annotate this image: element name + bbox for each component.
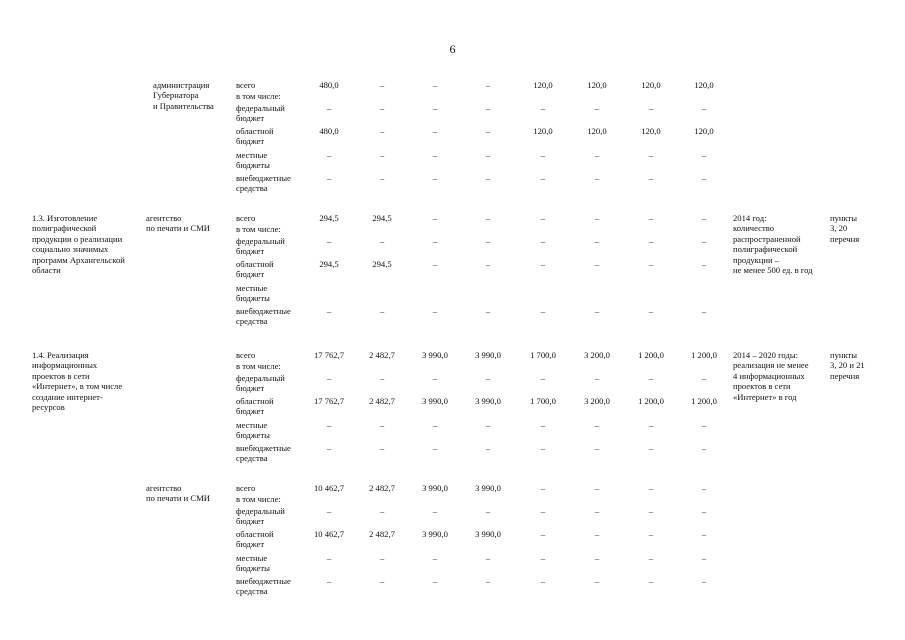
- value-extra-cell: –: [379, 443, 385, 453]
- expected-result: продукции –: [733, 254, 780, 265]
- value-local-cell: –: [326, 420, 332, 430]
- value-federal-cell: –: [648, 506, 654, 516]
- source-extrabudget-label: средства: [236, 453, 268, 464]
- value-federal-cell: –: [485, 506, 491, 516]
- value-extra-cell: –: [379, 306, 385, 316]
- value-federal-cell: –: [432, 373, 438, 383]
- value-federal-cell: –: [701, 506, 707, 516]
- value-total-cell: 1 200,0: [638, 350, 664, 360]
- value-total-cell: 120,0: [587, 80, 607, 90]
- source-extrabudget-label: внебюджетные: [236, 576, 291, 586]
- value-total-cell: 3 200,0: [584, 350, 610, 360]
- value-total-cell: –: [379, 80, 385, 90]
- value-regional-cell: –: [540, 259, 546, 269]
- value-extra-cell: –: [540, 576, 546, 586]
- value-total-cell: 3 990,0: [475, 350, 501, 360]
- value-local-cell: –: [432, 553, 438, 563]
- value-federal-cell: –: [485, 103, 491, 113]
- value-total-cell: –: [594, 483, 600, 493]
- activity-name: программ Архангельской: [32, 254, 125, 265]
- value-total-cell: 120,0: [641, 80, 661, 90]
- activity-name: создание интернет-: [32, 391, 103, 402]
- value-regional-cell: 1 200,0: [691, 396, 717, 406]
- value-extra-cell: –: [432, 306, 438, 316]
- value-regional-cell: 120,0: [641, 126, 661, 136]
- expected-result: 4 информационных: [733, 370, 805, 381]
- value-extra-cell: –: [432, 173, 438, 183]
- value-regional-cell: –: [701, 259, 707, 269]
- source-federal-label: бюджет: [236, 516, 265, 527]
- activity-name: ресурсов: [32, 402, 65, 412]
- value-local-cell: –: [432, 150, 438, 160]
- value-total-cell: –: [432, 213, 438, 223]
- value-total-cell: –: [701, 483, 707, 493]
- value-local-cell: –: [540, 420, 546, 430]
- source-including-label: в том числе:: [236, 224, 281, 234]
- reference-note: перечня: [830, 370, 860, 381]
- source-extrabudget-label: средства: [236, 183, 268, 194]
- source-local-label: бюджеты: [236, 563, 270, 574]
- value-local-cell: –: [648, 420, 654, 430]
- source-local-label: бюджеты: [236, 293, 270, 304]
- value-federal-cell: –: [648, 103, 654, 113]
- source-total-label: всего: [236, 350, 256, 360]
- value-federal-cell: –: [540, 373, 546, 383]
- activity-name: «Интернет», в том числе: [32, 381, 123, 392]
- expected-result: не менее 500 ед. в год: [733, 265, 813, 275]
- value-total-cell: 294,5: [372, 213, 392, 223]
- value-extra-cell: –: [701, 443, 707, 453]
- source-extrabudget-label: внебюджетные: [236, 306, 291, 316]
- value-regional-cell: 3 990,0: [475, 529, 501, 539]
- source-regional-label: областной: [236, 396, 274, 406]
- value-total-cell: 120,0: [533, 80, 553, 90]
- source-including-label: в том числе:: [236, 91, 281, 101]
- value-regional-cell: 1 200,0: [638, 396, 664, 406]
- source-extrabudget-label: средства: [236, 316, 268, 327]
- value-regional-cell: 10 462,7: [313, 529, 345, 539]
- value-local-cell: –: [326, 553, 332, 563]
- value-regional-cell: –: [648, 259, 654, 269]
- value-total-cell: –: [648, 213, 654, 223]
- value-federal-cell: –: [326, 373, 332, 383]
- value-extra-cell: –: [594, 576, 600, 586]
- expected-result: реализация не менее: [733, 360, 809, 371]
- source-federal-label: бюджет: [236, 246, 265, 257]
- value-total-cell: 17 762,7: [313, 350, 345, 360]
- value-regional-cell: 1 700,0: [530, 396, 556, 406]
- value-federal-cell: –: [594, 236, 600, 246]
- executor-name: и Правительства: [153, 100, 214, 111]
- value-local-cell: –: [594, 553, 600, 563]
- expected-result: проектов в сети: [733, 381, 791, 392]
- activity-name: продукции о реализации: [32, 233, 123, 244]
- value-regional-cell: –: [540, 529, 546, 539]
- value-total-cell: 120,0: [694, 80, 714, 90]
- source-local-label: бюджеты: [236, 160, 270, 171]
- value-total-cell: 2 482,7: [369, 483, 395, 493]
- value-extra-cell: –: [648, 306, 654, 316]
- value-federal-cell: –: [594, 506, 600, 516]
- value-extra-cell: –: [379, 576, 385, 586]
- value-local-cell: –: [379, 420, 385, 430]
- source-regional-label: областной: [236, 259, 274, 269]
- value-federal-cell: –: [594, 373, 600, 383]
- value-regional-cell: 120,0: [694, 126, 714, 136]
- value-total-cell: –: [648, 483, 654, 493]
- value-federal-cell: –: [379, 103, 385, 113]
- executor-name: администрация: [153, 80, 210, 90]
- source-federal-label: бюджет: [236, 383, 265, 394]
- value-local-cell: –: [540, 553, 546, 563]
- activity-name: социально значимых: [32, 244, 109, 255]
- reference-note: 3, 20: [830, 223, 848, 234]
- value-total-cell: 294,5: [319, 213, 339, 223]
- expected-result: 2014 год:: [733, 213, 767, 223]
- value-regional-cell: 2 482,7: [369, 396, 395, 406]
- value-total-cell: 1 200,0: [691, 350, 717, 360]
- value-extra-cell: –: [485, 576, 491, 586]
- value-extra-cell: –: [326, 576, 332, 586]
- value-extra-cell: –: [648, 443, 654, 453]
- activity-name: информационных: [32, 360, 98, 371]
- value-extra-cell: –: [326, 443, 332, 453]
- value-federal-cell: –: [594, 103, 600, 113]
- source-total-label: всего: [236, 483, 256, 493]
- value-federal-cell: –: [540, 236, 546, 246]
- value-regional-cell: 3 990,0: [475, 396, 501, 406]
- activity-name: 1.3. Изготовление: [32, 213, 98, 223]
- value-regional-cell: 480,0: [319, 126, 339, 136]
- value-federal-cell: –: [326, 506, 332, 516]
- value-federal-cell: –: [432, 506, 438, 516]
- value-local-cell: –: [648, 150, 654, 160]
- executor-name: агентство: [146, 483, 182, 493]
- value-total-cell: 2 482,7: [369, 350, 395, 360]
- value-local-cell: –: [379, 150, 385, 160]
- value-regional-cell: 3 990,0: [422, 396, 448, 406]
- value-local-cell: –: [701, 420, 707, 430]
- page-number: 6: [449, 42, 456, 56]
- value-local-cell: –: [701, 150, 707, 160]
- source-local-label: бюджеты: [236, 430, 270, 441]
- value-extra-cell: –: [326, 173, 332, 183]
- value-federal-cell: –: [701, 373, 707, 383]
- value-total-cell: 3 990,0: [475, 483, 501, 493]
- value-extra-cell: –: [485, 173, 491, 183]
- expected-result: 2014 – 2020 годы:: [733, 350, 799, 360]
- value-extra-cell: –: [594, 306, 600, 316]
- value-extra-cell: –: [594, 173, 600, 183]
- value-local-cell: –: [701, 553, 707, 563]
- source-regional-label: областной: [236, 126, 274, 136]
- source-regional-label: бюджет: [236, 269, 265, 280]
- executor-name: по печати и СМИ: [146, 223, 210, 234]
- source-federal-label: федеральный: [236, 103, 285, 113]
- source-total-label: всего: [236, 80, 256, 90]
- value-total-cell: 480,0: [319, 80, 339, 90]
- source-federal-label: бюджет: [236, 113, 265, 124]
- value-regional-cell: –: [432, 126, 438, 136]
- value-extra-cell: –: [701, 173, 707, 183]
- reference-note: пункты: [830, 350, 858, 360]
- value-federal-cell: –: [379, 236, 385, 246]
- value-total-cell: –: [485, 213, 491, 223]
- value-local-cell: –: [594, 150, 600, 160]
- value-federal-cell: –: [540, 103, 546, 113]
- value-local-cell: –: [648, 553, 654, 563]
- value-extra-cell: –: [701, 306, 707, 316]
- value-regional-cell: –: [379, 126, 385, 136]
- value-total-cell: –: [540, 483, 546, 493]
- value-local-cell: –: [594, 420, 600, 430]
- value-local-cell: –: [326, 150, 332, 160]
- value-extra-cell: –: [540, 173, 546, 183]
- value-local-cell: –: [485, 420, 491, 430]
- value-federal-cell: –: [701, 103, 707, 113]
- value-regional-cell: –: [648, 529, 654, 539]
- value-regional-cell: –: [432, 259, 438, 269]
- value-extra-cell: –: [648, 576, 654, 586]
- value-regional-cell: –: [485, 126, 491, 136]
- value-regional-cell: 3 200,0: [584, 396, 610, 406]
- value-regional-cell: 294,5: [372, 259, 392, 269]
- activity-name: проектов в сети: [32, 370, 90, 381]
- value-federal-cell: –: [379, 506, 385, 516]
- value-federal-cell: –: [326, 236, 332, 246]
- reference-note: 3, 20 и 21: [830, 360, 865, 371]
- value-extra-cell: –: [540, 306, 546, 316]
- source-regional-label: бюджет: [236, 539, 265, 550]
- source-local-label: местные: [236, 283, 268, 293]
- value-local-cell: –: [379, 553, 385, 563]
- value-federal-cell: –: [432, 103, 438, 113]
- value-federal-cell: –: [540, 506, 546, 516]
- value-total-cell: –: [701, 213, 707, 223]
- source-federal-label: федеральный: [236, 236, 285, 246]
- value-regional-cell: 2 482,7: [369, 529, 395, 539]
- value-total-cell: –: [540, 213, 546, 223]
- value-total-cell: 1 700,0: [530, 350, 556, 360]
- source-regional-label: областной: [236, 529, 274, 539]
- reference-note: пункты: [830, 213, 858, 223]
- value-federal-cell: –: [701, 236, 707, 246]
- source-including-label: в том числе:: [236, 494, 281, 504]
- value-local-cell: –: [485, 553, 491, 563]
- value-federal-cell: –: [648, 236, 654, 246]
- value-regional-cell: 3 990,0: [422, 529, 448, 539]
- expected-result: «Интернет» в год: [733, 391, 797, 402]
- activity-name: области: [32, 265, 61, 275]
- value-total-cell: 10 462,7: [313, 483, 345, 493]
- value-regional-cell: 17 762,7: [313, 396, 345, 406]
- value-extra-cell: –: [594, 443, 600, 453]
- value-extra-cell: –: [379, 173, 385, 183]
- value-federal-cell: –: [485, 373, 491, 383]
- value-extra-cell: –: [701, 576, 707, 586]
- activity-name: полиграфической: [32, 223, 97, 234]
- value-extra-cell: –: [485, 306, 491, 316]
- source-local-label: местные: [236, 150, 268, 160]
- activity-name: 1.4. Реализация: [32, 350, 89, 360]
- source-local-label: местные: [236, 553, 268, 563]
- source-regional-label: бюджет: [236, 136, 265, 147]
- value-local-cell: –: [485, 150, 491, 160]
- source-federal-label: федеральный: [236, 373, 285, 383]
- source-regional-label: бюджет: [236, 406, 265, 417]
- value-extra-cell: –: [485, 443, 491, 453]
- source-federal-label: федеральный: [236, 506, 285, 516]
- value-regional-cell: –: [485, 259, 491, 269]
- expected-result: количество: [733, 223, 775, 234]
- source-extrabudget-label: внебюджетные: [236, 443, 291, 453]
- source-extrabudget-label: внебюджетные: [236, 173, 291, 183]
- executor-name: по печати и СМИ: [146, 493, 210, 504]
- value-federal-cell: –: [648, 373, 654, 383]
- source-extrabudget-label: средства: [236, 586, 268, 597]
- value-regional-cell: 120,0: [533, 126, 553, 136]
- value-extra-cell: –: [432, 576, 438, 586]
- value-federal-cell: –: [485, 236, 491, 246]
- executor-name: Губернатора: [153, 90, 199, 101]
- value-local-cell: –: [432, 420, 438, 430]
- value-extra-cell: –: [432, 443, 438, 453]
- value-regional-cell: –: [594, 529, 600, 539]
- value-total-cell: –: [432, 80, 438, 90]
- value-total-cell: 3 990,0: [422, 483, 448, 493]
- value-extra-cell: –: [326, 306, 332, 316]
- value-regional-cell: 120,0: [587, 126, 607, 136]
- value-total-cell: –: [594, 213, 600, 223]
- value-regional-cell: –: [594, 259, 600, 269]
- value-extra-cell: –: [540, 443, 546, 453]
- value-federal-cell: –: [432, 236, 438, 246]
- executor-name: агентство: [146, 213, 182, 223]
- value-federal-cell: –: [379, 373, 385, 383]
- expected-result: распространенной: [733, 233, 801, 244]
- value-total-cell: 3 990,0: [422, 350, 448, 360]
- source-total-label: всего: [236, 213, 256, 223]
- source-including-label: в том числе:: [236, 361, 281, 371]
- expected-result: полиграфической: [733, 244, 798, 255]
- value-total-cell: –: [485, 80, 491, 90]
- value-federal-cell: –: [326, 103, 332, 113]
- value-local-cell: –: [540, 150, 546, 160]
- value-extra-cell: –: [648, 173, 654, 183]
- reference-note: перечня: [830, 233, 860, 244]
- value-regional-cell: –: [701, 529, 707, 539]
- source-local-label: местные: [236, 420, 268, 430]
- value-regional-cell: 294,5: [319, 259, 339, 269]
